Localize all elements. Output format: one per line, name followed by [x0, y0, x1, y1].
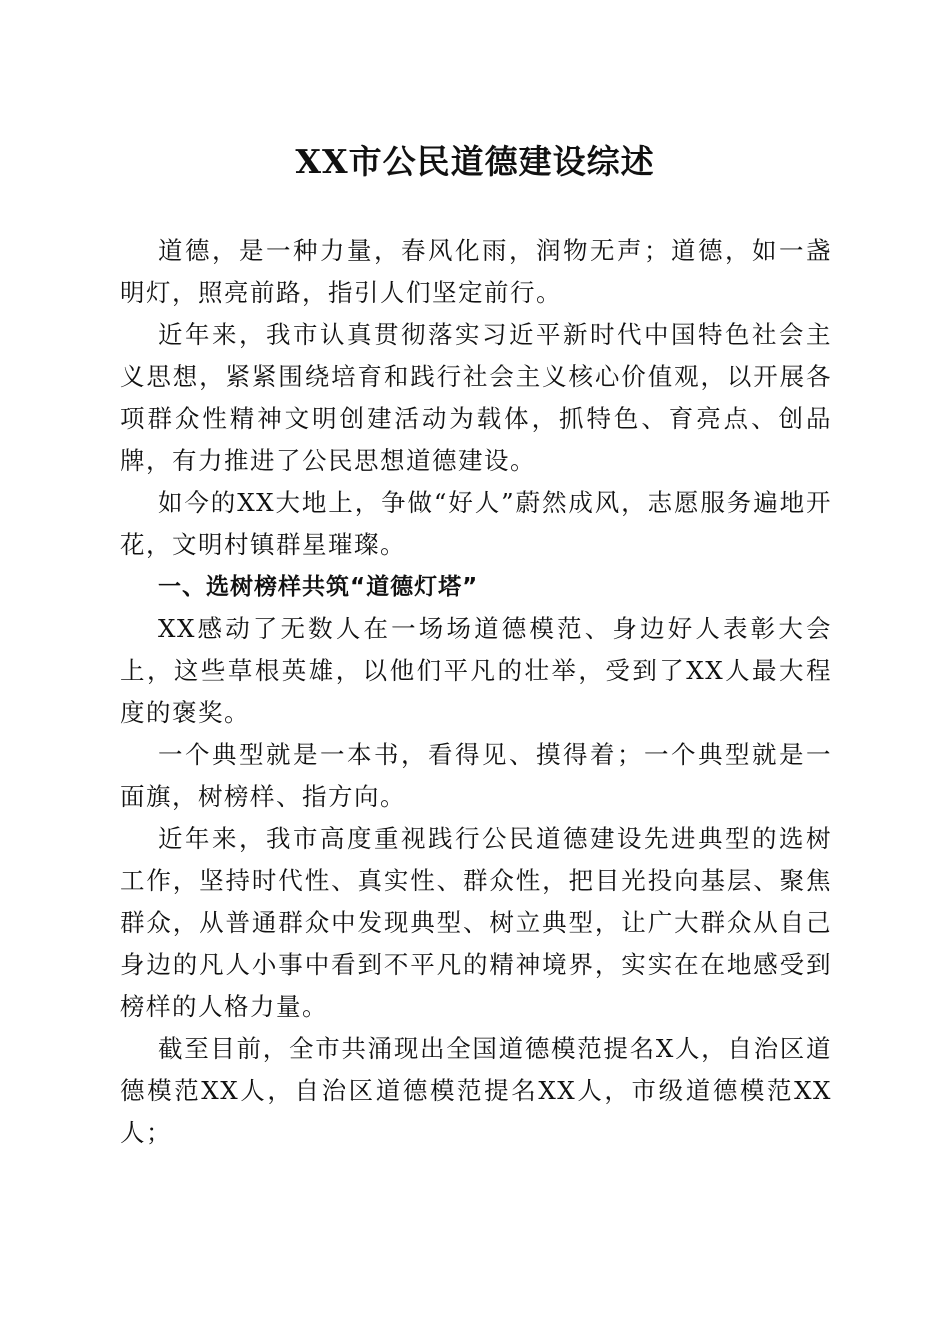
intro-paragraph-2: 近年来，我市认真贯彻落实习近平新时代中国特色社会主义思想，紧紧围绕培育和践行社会主义核心价值观，以开展各项群众性精神文明创建活动为载体，抓特色、育亮点、创品牌，有力推进了公民思想道德建设。: [120, 320, 832, 475]
section1-paragraph-3: 近年来，我市高度重视践行公民道德建设先进典型的选树工作，坚持时代性、真实性、群众性，把目光投向基层、聚焦群众，从普通群众中发现典型、树立典型，让广大群众从自己身边的凡人小事中看到不平凡的精神境界，实实在在地感受到榜样的人格力量。: [120, 824, 832, 1021]
section1-paragraph-1: XX感动了无数人在一场场道德模范、身边好人表彰大会上，这些草根英雄，以他们平凡的壮举，受到了XX人最大程度的褒奖。: [120, 614, 832, 727]
intro-paragraph-1: 道德，是一种力量，春风化雨，润物无声；道德，如一盏明灯，照亮前路，指引人们坚定前行。: [120, 236, 832, 307]
intro-paragraph-3: 如今的XX大地上，争做“好人”蔚然成风，志愿服务遍地开花，文明村镇群星璀璨。: [120, 488, 832, 559]
section1-paragraph-2: 一个典型就是一本书，看得见、摸得着；一个典型就是一面旗，树榜样、指方向。: [120, 740, 832, 811]
section1-paragraph-4: 截至目前，全市共涌现出全国道德模范提名X人，自治区道德模范XX人，自治区道德模范提名XX人，市级道德模范XX人；: [120, 1034, 832, 1147]
section-heading-1: 一、选树榜样共筑“道德灯塔”: [158, 574, 479, 600]
document-title: XX市公民道德建设综述: [295, 142, 655, 181]
document-body: [120, 230, 832, 1154]
